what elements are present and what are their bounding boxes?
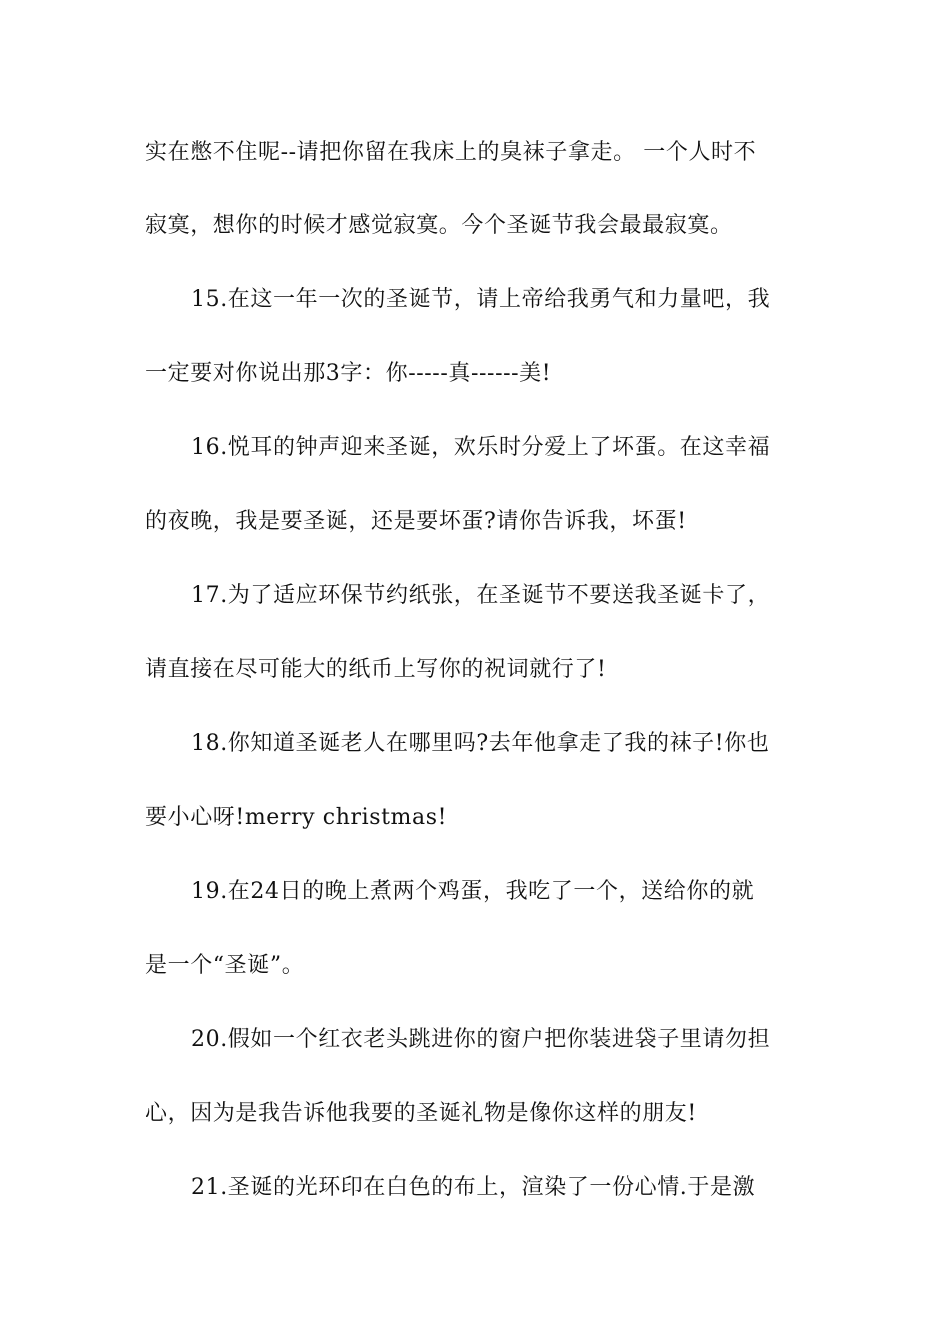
- paragraph-21-line-1: 21.圣诞的光环印在白色的布上，渲染了一份心情.于是激: [191, 1175, 756, 1200]
- paragraph-17-line-2: 请直接在尽可能大的纸币上写你的祝词就行了!: [145, 657, 607, 682]
- paragraph-20-line-1: 20.假如一个红衣老头跳进你的窗户把你装进袋子里请勿担: [191, 1027, 771, 1052]
- paragraph-16-line-1: 16.悦耳的钟声迎来圣诞，欢乐时分爱上了坏蛋。在这幸福: [191, 435, 771, 460]
- paragraph-15-line-1: 15.在这一年一次的圣诞节，请上帝给我勇气和力量吧，我: [191, 287, 771, 312]
- paragraph-18-line-1: 18.你知道圣诞老人在哪里吗?去年他拿走了我的袜子!你也: [191, 731, 770, 756]
- paragraph-15-line-2: 一定要对你说出那3字：你-----真------美!: [145, 361, 552, 386]
- text-line: 实在憋不住呢--请把你留在我床上的臭袜子拿走。 一个人时不: [145, 140, 757, 165]
- text-line: 寂寞，想你的时候才感觉寂寞。今个圣诞节我会最最寂寞。: [145, 213, 733, 238]
- paragraph-17-line-1: 17.为了适应环保节约纸张，在圣诞节不要送我圣诞卡了，: [191, 583, 771, 608]
- paragraph-19-line-1: 19.在24日的晚上煮两个鸡蛋，我吃了一个，送给你的就: [191, 879, 755, 904]
- paragraph-16-line-2: 的夜晚，我是要圣诞，还是要坏蛋?请你告诉我，坏蛋!: [145, 509, 687, 534]
- paragraph-19-line-2: 是一个“圣诞”。: [145, 953, 305, 978]
- paragraph-20-line-2: 心，因为是我告诉他我要的圣诞礼物是像你这样的朋友!: [145, 1101, 697, 1126]
- paragraph-18-line-2: 要小心呀!merry christmas!: [145, 805, 448, 830]
